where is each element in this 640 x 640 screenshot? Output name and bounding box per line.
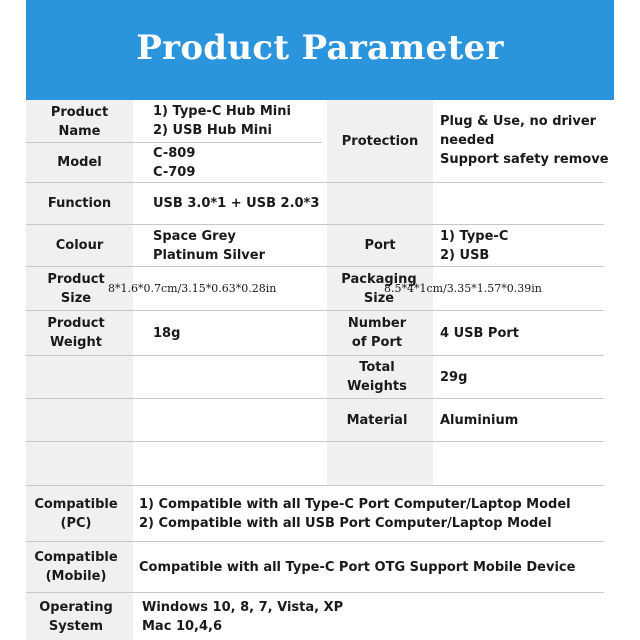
label-product-size: Product Size	[47, 271, 105, 306]
label-protection: Protection	[341, 133, 419, 149]
page-title: Product Parameter	[136, 28, 504, 68]
value-product-name: 1) Type-C Hub Mini 2) USB Hub Mini	[153, 104, 291, 138]
value-compatible-mobile: Compatible with all Type-C Port OTG Support Mobile Device	[139, 559, 576, 575]
label-operating-system: Operating System	[39, 599, 113, 634]
value-function: USB 3.0*1 + USB 2.0*3	[153, 196, 320, 211]
value-operating-system: Windows 10, 8, 7, Vista, XP Mac 10,4,6	[142, 599, 344, 634]
label-colour: Colour	[55, 238, 104, 253]
label-product-weight: Product Weight	[47, 316, 105, 350]
value-port: 1) Type-C 2) USB	[440, 228, 509, 263]
value-model: C-809 C-709	[153, 145, 196, 180]
value-packaging-size: 8.5*4*1cm/3.35*1.57*0.39in	[384, 282, 542, 295]
label-port: Port	[364, 238, 396, 253]
value-product-size: 8*1.6*0.7cm/3.15*0.63*0.28in	[108, 282, 277, 295]
label-total-weights: Total Weights	[347, 360, 407, 394]
label-function: Function	[47, 196, 112, 211]
divider	[26, 441, 604, 442]
label-number-of-port: Number of Port	[347, 316, 407, 350]
title-banner	[26, 0, 614, 100]
value-colour: Space Grey Platinum Silver	[153, 228, 265, 263]
value-protection: Plug & Use, no driver needed Support safety remove	[440, 113, 609, 167]
value-material: Aluminium	[440, 412, 519, 428]
label-model: Model	[57, 155, 102, 170]
value-number-of-port: 4 USB Port	[440, 325, 520, 341]
label-product-name: Product Name	[50, 105, 109, 139]
label-packaging-size: Packaging Size	[341, 271, 417, 306]
label-compatible-pc: Compatible (PC)	[34, 496, 118, 531]
value-total-weights: 29g	[440, 369, 468, 385]
label-material: Material	[346, 412, 408, 428]
value-product-weight: 18g	[153, 325, 181, 341]
value-compatible-pc: 1) Compatible with all Type-C Port Computer/Laptop Model 2) Compatible with all USB Port Computer/Laptop Model	[139, 496, 571, 531]
label-compatible-mobile: Compatible (Mobile)	[34, 550, 118, 584]
